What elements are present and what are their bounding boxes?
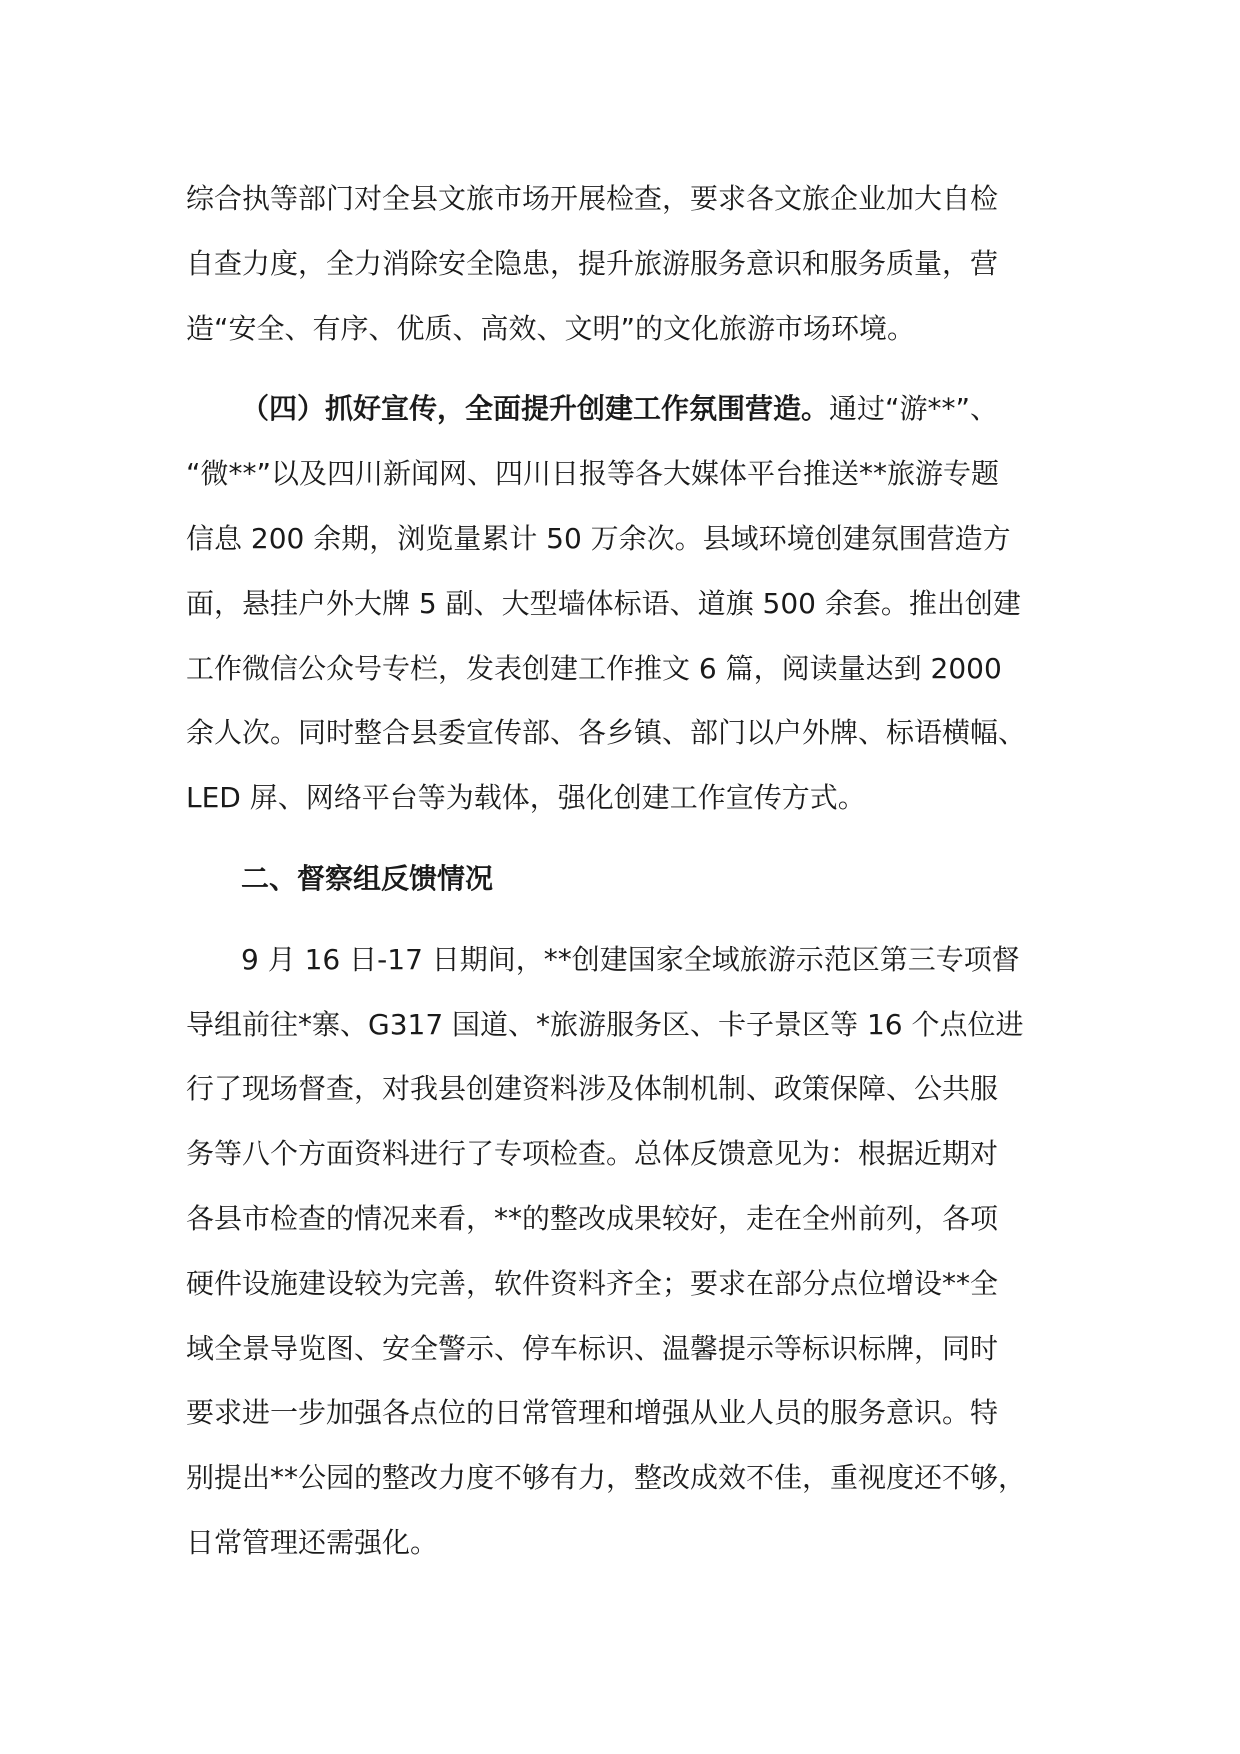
text-line <box>186 377 1066 442</box>
text-line: “微**”以及四川新闻网、四川日报等各大媒体平台推送**旅游专题 <box>186 457 1000 491</box>
text-line: 导组前往*寨、G317 国道、*旅游服务区、卡子景区等 16 个点位进 <box>186 1007 1024 1041</box>
text-line: 综合执等部门对全县文旅市场开展检查，要求各文旅企业加大自检 <box>186 182 999 215</box>
text-line: 别提出**公园的整改力度不够有力，整改成效不佳，重视度还不够， <box>186 1461 1027 1495</box>
paragraph-gap <box>186 912 1066 928</box>
text-line: 各县市检查的情况来看，**的整改成果较好，走在全州前列，各项 <box>186 1201 999 1235</box>
text-line: 9 月 16 日-17 日期间，**创建国家全域旅游示范区第三专项督 <box>241 942 1020 976</box>
paragraph-publicity <box>186 377 1066 831</box>
text-line: 余人次。同时整合县委宣传部、各乡镇、部门以户外牌、标语横幅、 <box>186 716 1027 750</box>
paragraph-inspection-feedback <box>186 928 1066 1576</box>
paragraph-gap <box>186 361 1066 377</box>
document-body <box>186 167 1066 1576</box>
text-line: 信息 200 余期，浏览量累计 50 万余次。县域环境创建氛围营造方 <box>186 521 1011 555</box>
text-segment: 通过“游**”、 <box>829 392 999 426</box>
text-line: 硬件设施建设较为完善，软件资料齐全；要求在部分点位增设**全 <box>186 1266 999 1300</box>
subsection-heading: （四）抓好宣传，全面提升创建工作氛围营造。 <box>241 392 830 426</box>
text-line: 工作微信公众号专栏，发表创建工作推文 6 篇，阅读量达到 2000 <box>186 651 1002 685</box>
section-heading-feedback <box>186 847 1066 912</box>
text-line: 面，悬挂户外大牌 5 副、大型墙体标语、道旗 500 余套。推出创建 <box>186 586 1021 620</box>
text-line: 日常管理还需强化。 <box>186 1525 439 1559</box>
text-line: 要求进一步加强各点位的日常管理和增强从业人员的服务意识。特 <box>186 1396 999 1430</box>
section-heading: 二、督察组反馈情况 <box>241 861 494 895</box>
paragraph-gap <box>186 831 1066 847</box>
text-line: 务等八个方面资料进行了专项检查。总体反馈意见为：根据近期对 <box>186 1137 999 1171</box>
text-line: 自查力度，全力消除安全隐患，提升旅游服务意识和服务质量，营 <box>186 246 999 280</box>
paragraph-market-inspection <box>186 167 1066 361</box>
text-line: 造“安全、有序、优质、高效、文明”的文化旅游市场环境。 <box>186 311 916 345</box>
text-line: LED 屏、网络平台等为载体，强化创建工作宣传方式。 <box>186 781 866 815</box>
text-line: 行了现场督查，对我县创建资料涉及体制机制、政策保障、公共服 <box>186 1072 999 1106</box>
text-line: 域全景导览图、安全警示、停车标识、温馨提示等标识标牌，同时 <box>186 1331 999 1365</box>
